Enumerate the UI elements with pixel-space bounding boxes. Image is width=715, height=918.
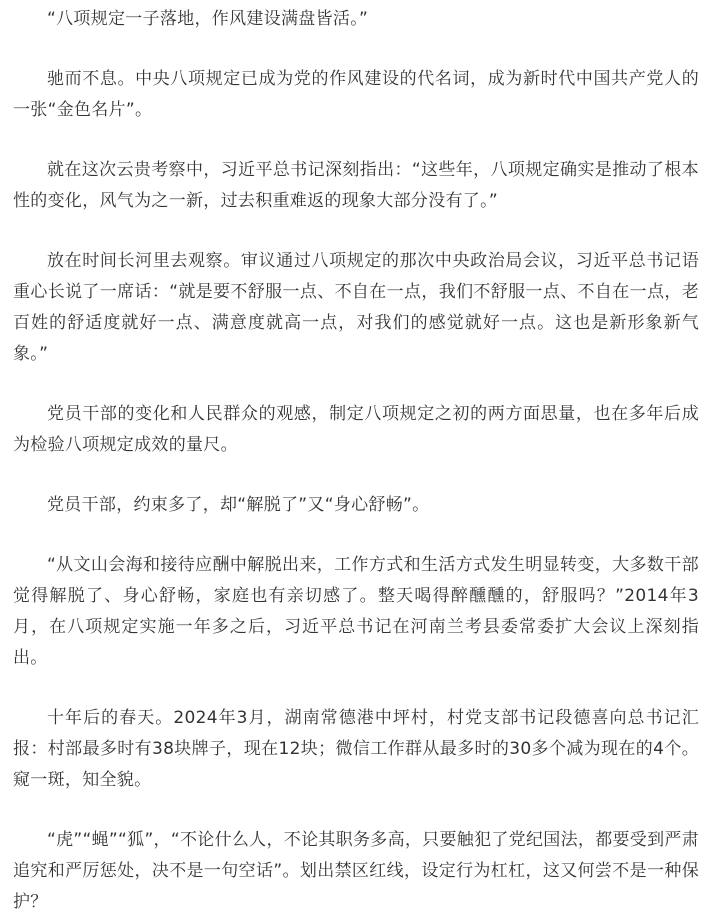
article-paragraph: “八项规定一子落地，作风建设满盘皆活。”	[47, 9, 369, 29]
article-body	[13, 4, 699, 918]
article-paragraph: “从文山会海和接待应酬中解脱出来，工作方式和生活方式发生明显转变，大多数干部觉得解脱了、身心舒畅，家庭也有亲切感了。整天喝得醉醺醺的，舒服吗？”2014年3月，在八项规定实施一年多之后，习近平总书记在河南兰考县委常委扩大会议上深刻指出。	[13, 555, 699, 668]
article-paragraph: 放在时间长河里去观察。审议通过八项规定的那次中央政治局会议，习近平总书记语重心长说了一席话：“就是要不舒服一点、不自在一点，我们不舒服一点、不自在一点，老百姓的舒适度就好一点、满意度就高一点，对我们的感觉就好一点。这也是新形象新气象。”	[13, 251, 699, 364]
article-paragraph: 就在这次云贵考察中，习近平总书记深刻指出：“这些年，八项规定确实是推动了根本性的变化，风气为之一新，过去积重难返的现象大部分没有了。”	[13, 160, 699, 211]
article-paragraph: 驰而不息。中央八项规定已成为党的作风建设的代名词，成为新时代中国共产党人的一张“金色名片”。	[13, 69, 699, 120]
article-paragraph: 十年后的春天。2024年3月，湖南常德港中坪村，村党支部书记段德喜向总书记汇报：村部最多时有38块牌子，现在12块；微信工作群从最多时的30多个减为现在的4个。窥一斑，知全貌。	[13, 708, 699, 790]
article-paragraph: 党员干部，约束多了，却“解脱了”又“身心舒畅”。	[47, 495, 430, 515]
article-paragraph: “虎”“蝇”“狐”，“不论什么人，不论其职务多高，只要触犯了党纪国法，都要受到严肃追究和严厉惩处，决不是一句空话”。划出禁区红线，设定行为杠杠，这又何尝不是一种保护？	[13, 830, 699, 912]
article-paragraph: 党员干部的变化和人民群众的观感，制定八项规定之初的两方面思量，也在多年后成为检验八项规定成效的量尺。	[13, 404, 699, 455]
